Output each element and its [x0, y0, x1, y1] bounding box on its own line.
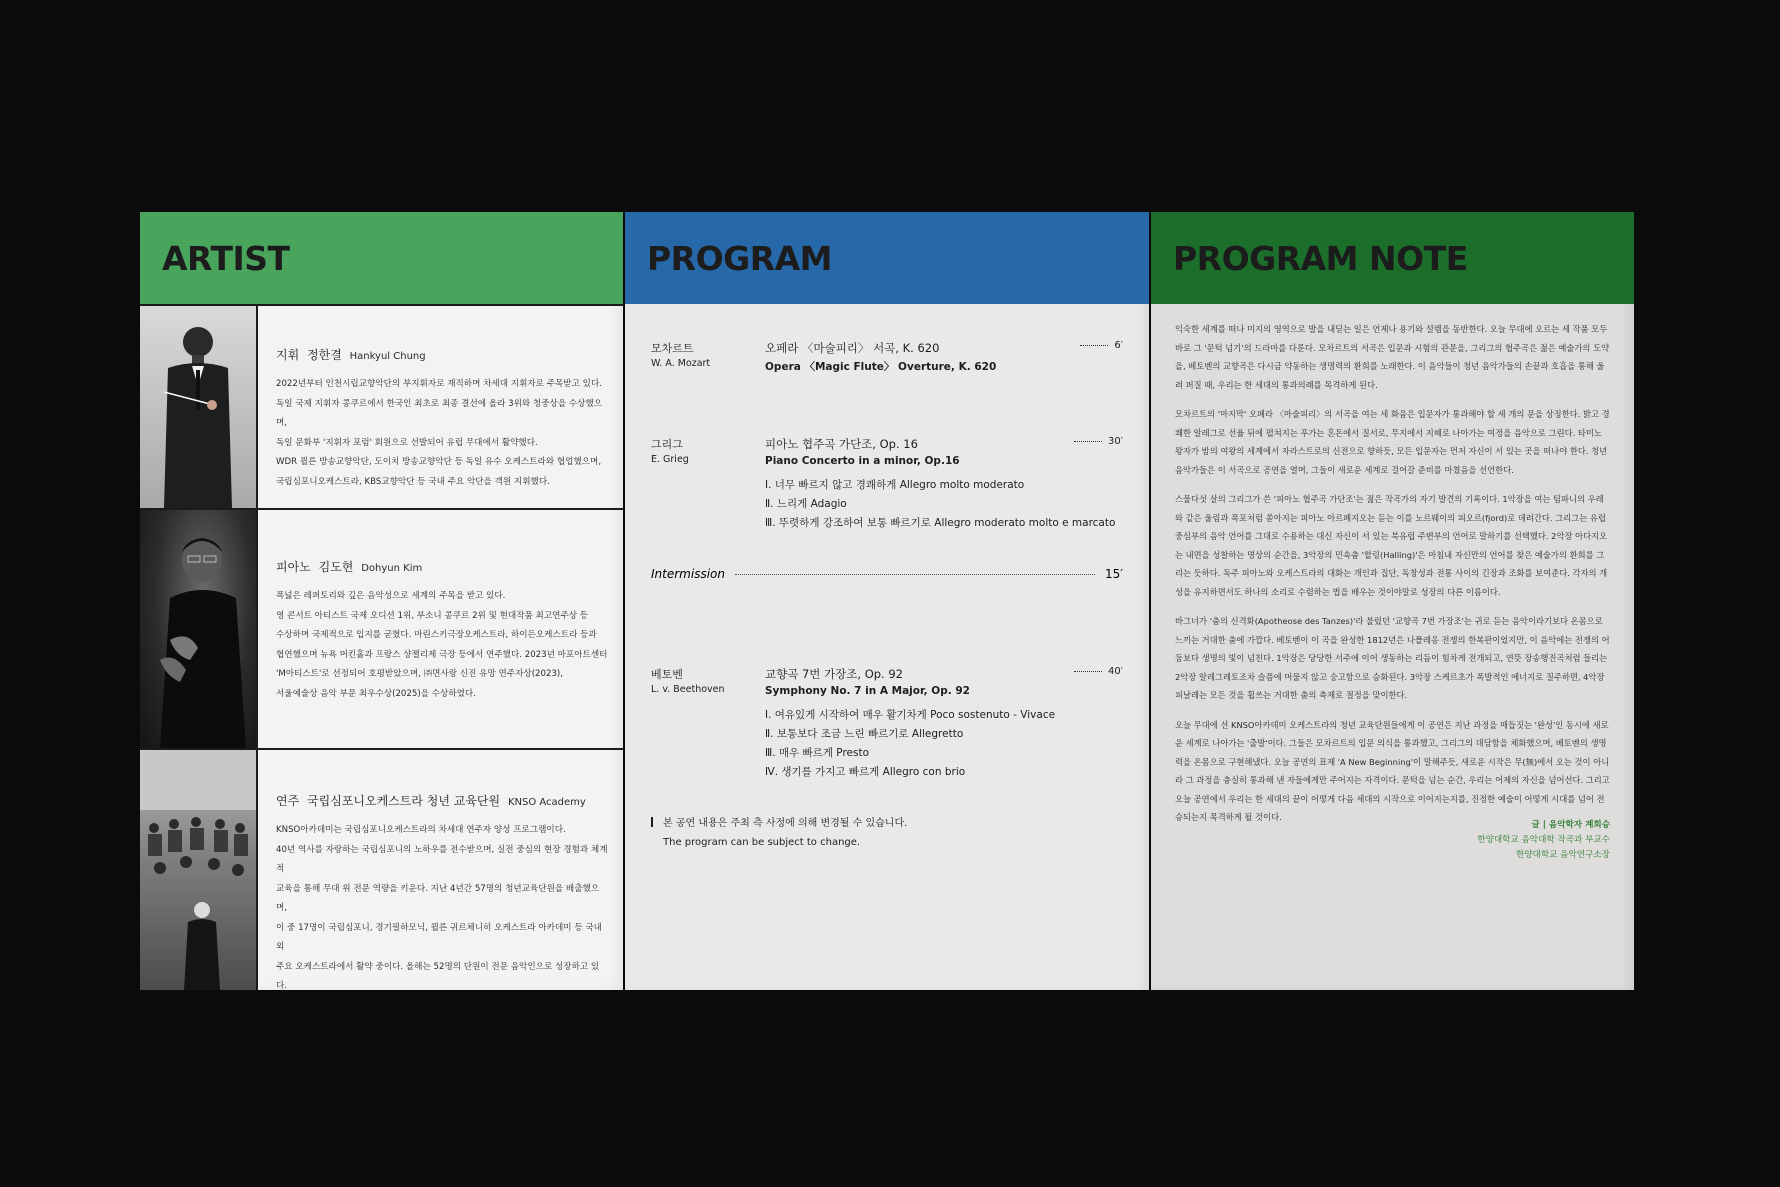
artist-conductor	[140, 304, 623, 508]
program-note-body	[1175, 320, 1610, 838]
intermission-duration: 15′	[1105, 567, 1123, 581]
movement: Ⅰ. 여유있게 시작하여 매우 활기차게 Poco sostenuto - Vivace	[765, 709, 1056, 721]
duration: 40′	[1074, 666, 1123, 677]
program-note-panel	[1151, 212, 1634, 990]
program-note-title: PROGRAM NOTE	[1173, 238, 1468, 278]
work-title-en: Symphony No. 7 in A Major, Op. 92	[765, 685, 970, 697]
composer-name: 베토벤	[651, 668, 683, 681]
composer-name-en: E. Grieg	[651, 454, 689, 465]
conductor-figure-icon	[140, 306, 256, 508]
artist-title: ARTIST	[162, 238, 290, 278]
note-paragraph: 익숙한 세계를 떠나 미지의 영역으로 발을 내딛는 일은 언제나 용기와 설렘을 동반한다. 오늘 무대에 오르는 세 작품 모두 바로 그 '문턱 넘기'의 드라마를 다룬다. 모차르트의 서곡은 입문과 시험의 관문을, 그리그의 협주곡은 젊은 예술가의 도약을, 베토벤의 교향곡은 다시금 약동하는 생명력의 환희를 노래한다. 이 음악들이 청년 음악가들의 손끝과 호흡을 통해 울려 퍼질 때, 우리는 한 세대의 통과의례를 목격하게 된다.	[1175, 324, 1610, 390]
artist-pianist	[140, 508, 623, 748]
notice-bar-icon	[651, 817, 653, 827]
duration: 6′	[1080, 340, 1123, 351]
artist-panel	[140, 212, 623, 990]
conductor-info	[276, 346, 609, 492]
movement: Ⅲ. 매우 빠르게 Presto	[765, 747, 870, 759]
program-notice: 본 공연 내용은 주최 측 사정에 의해 변경될 수 있습니다. The program can be subject to change.	[651, 814, 907, 852]
movement-list	[765, 476, 1115, 533]
work-title: 오페라 〈마술피리〉 서곡, K. 620	[765, 341, 940, 355]
pianist-figure-icon	[140, 510, 256, 748]
movement-list	[765, 706, 1055, 782]
note-paragraph: 스물다섯 살의 그리그가 쓴 '피아노 협주곡 가단조'는 젊은 작곡가의 자기 발견의 기록이다. 1악장을 여는 팀파니의 우레와 같은 울림과 폭포처럼 쏟아지는 피아노 아르페지오는 듣는 이를 노르웨이의 피오르(fjord)로 데려간다. 그리그는 유럽 중심부의 음악 언어를 그대로 수용하는 대신 자신이 서 있는 북유럽 주변부의 언어로 말하기를 선택했다. 2악장 아다지오는 내면을 성찰하는 명상의 순간을, 3악장의 민속춤 '할링(Halling)'은 마침내 자신만의 언어를 찾은 예술가의 환희를 그리는 듯하다. 독주 피아노와 오케스트라의 대화는 개인과 집단, 독창성과 전통 사이의 긴장과 조화를 보여준다. 각자의 개성을 유지하면서도 하나의 소리로 수렴하는 법을 배우는 것이야말로 성장의 다른 이름이다.	[1175, 494, 1608, 597]
work-title-en: Piano Concerto in a minor, Op.16	[765, 455, 960, 467]
work-title-en: Opera 〈Magic Flute〉 Overture, K. 620	[765, 361, 997, 373]
intermission-label: Intermission	[651, 567, 725, 581]
movement: Ⅳ. 생기를 가지고 빠르게 Allegro con brio	[765, 766, 966, 778]
note-paragraph: 오늘 무대에 선 KNSO아카데미 오케스트라의 청년 교육단원들에게 이 공연은 지난 과정을 매듭짓는 '완성'인 동시에 새로운 세계로 나아가는 '출발'이다. 그들은 모차르트의 입문 의식을 통과했고, 그리그의 대담함을 체화했으며, 베토벤의 생명력을 온몸으로 구현해냈다. 오늘 공연의 표제 'A New Beginning'이 말해주듯, 새로운 시작은 무(無)에서 오는 것이 아니라 그 과정을 충실히 통과해 낸 자들에게만 주어지는 자격이다. 문턱을 넘는 순간, 우리는 어제의 자신을 넘어선다. 그리고 오늘 공연에서 우리는 한 세대의 끝이 어떻게 다음 세대의 시작으로 이어지는지를, 진정한 예술이 어떻게 시대를 넘어 전승되는지 목격하게 될 것이다.	[1175, 719, 1610, 822]
pianist-name: 피아노 김도현 Dohyun Kim	[276, 560, 423, 574]
duration: 30′	[1074, 436, 1123, 447]
orchestra-info	[276, 792, 609, 990]
orchestra-figure-icon	[140, 750, 256, 990]
movement: Ⅰ. 너무 빠르지 않고 경쾌하게 Allegro molto moderato	[765, 479, 1025, 491]
program-header	[625, 212, 1149, 304]
conductor-bio: 2022년부터 인천시립교향악단의 부지휘자로 재직하며 차세대 지휘자로 주목받고 있다. 독일 국제 지휘자 콩쿠르에서 한국인 최초로 최종 결선에 올라 3위와 청중상을 수상했으며, 독일 문화부 '지휘자 포럼' 회원으로 선발되어 유럽 무대에서 활약했다. WDR 쾰른 방송교향악단, 도이치 방송교향악단 등 독일 유수 오케스트라와 협업했으며, 국립심포니오케스트라, KBS교향악단 등 국내 주요 악단을 객원 지휘했다.	[276, 379, 603, 487]
movement: Ⅱ. 느리게 Adagio	[765, 498, 847, 510]
composer-name-en: L. v. Beethoven	[651, 684, 725, 695]
movement: Ⅲ. 뚜렷하게 강조하여 보통 빠르기로 Allegro moderato molto e marcato	[765, 517, 1116, 529]
pianist-photo	[140, 510, 258, 748]
program-note-header	[1151, 212, 1634, 304]
movement: Ⅱ. 보통보다 조금 느린 빠르기로 Allegretto	[765, 728, 964, 740]
pianist-bio: 폭넓은 레퍼토리와 깊은 음악성으로 세계의 주목을 받고 있다. 영 콘서트 아티스트 국제 오디션 1위, 부소니 콩쿠르 2위 및 현대작품 최고연주상 등 수상하며 국제적으로 입지를 굳혔다. 마린스키극장오케스트라, 하이든오케스트라 등과 협연했으며 뉴욕 머킨홀과 프랑스 샹젤리제 극장 등에서 연주했다. 2023년 마포아트센터 'M아티스트'로 선정되어 호평받았으며, ㈜면사랑 신진 유망 연주자상(2023), 서울예술상 음악 부문 최우수상(2025)을 수상하였다.	[276, 591, 608, 699]
program-title: PROGRAM	[647, 238, 833, 278]
orchestra-bio: KNSO아카데미는 국립심포니오케스트라의 차세대 연주자 양성 프로그램이다. 40년 역사를 자랑하는 국립심포니의 노하우를 전수받으며, 실전 중심의 현장 경험과 체계적 교육을 통해 무대 위 전문 역량을 키운다. 지난 4년간 57명의 청년교육단원을 배출했으며, 이 중 17명이 국립심포니, 경기필하모닉, 쾰른 귀르체니히 오케스트라 아카데미 등 국내외 주요 오케스트라에서 활약 중이다. 올해는 52명의 단원이 전문 음악인으로 성장하고 있다.	[276, 825, 608, 990]
note-paragraph: 모차르트의 '마지막' 오페라 〈마술피리〉의 서곡을 여는 세 화음은 입문자가 통과해야 할 세 개의 문을 상징한다. 밝고 경쾌한 알레그로 선율 뒤에 펼쳐지는 푸가는 혼돈에서 질서로, 무지에서 지혜로 나아가는 여정을 음악으로 그린다. 타미노 왕자가 밤의 여왕의 세계에서 자라스트로의 신전으로 향하듯, 모든 입문자는 먼저 자신이 서 있는 곳을 떠나야 한다. 청년 음악가들은 이 서곡으로 공연을 열며, 그들이 새로운 세계로 걸어갈 준비를 마쳤음을 선언한다.	[1175, 409, 1610, 475]
conductor-name: 지휘 정한결 Hankyul Chung	[276, 348, 426, 362]
composer-name: 그리그	[651, 438, 683, 451]
orchestra-name: 연주 국립심포니오케스트라 청년 교육단원 KNSO Academy	[276, 794, 586, 808]
intermission	[651, 567, 1123, 581]
note-credit: 글 | 음악학자 계희승 한양대학교 음악대학 작곡과 부교수 한양대학교 음악연구소장	[1477, 820, 1610, 860]
note-paragraph: 바그너가 '춤의 신격화(Apotheose des Tanzes)'라 불렀던 '교향곡 7번 가장조'는 귀로 듣는 음악이라기보다 온몸으로 느끼는 거대한 춤에 가깝다. 베토벤이 이 곡을 완성한 1812년은 나폴레옹 전쟁의 한복판이었지만, 이 음악에는 전쟁의 어둠보다 생명의 빛이 넘친다. 1악장은 당당한 서주에 이어 생동하는 리듬이 힘차게 전개되고, 연뜻 장송행진곡처럼 들리는 2악장 알레그레토조차 슬픔에 머물지 않고 숭고함으로 승화된다. 3악장 스케르초가 폭발적인 에너지로 질주하면, 4악장 피날레는 모든 것을 휩쓰는 거대한 춤의 축제로 절정을 맞이한다.	[1175, 616, 1610, 700]
work-title: 피아노 협주곡 가단조, Op. 16	[765, 437, 918, 451]
orchestra-photo	[140, 750, 258, 990]
conductor-photo	[140, 306, 258, 508]
composer-name-en: W. A. Mozart	[651, 358, 711, 369]
artist-header	[140, 212, 623, 304]
artist-orchestra	[140, 748, 623, 990]
program-panel	[625, 212, 1149, 990]
concert-brochure	[140, 212, 1634, 990]
pianist-info	[276, 558, 609, 704]
composer-name: 모차르트	[651, 342, 694, 355]
work-title: 교향곡 7번 가장조, Op. 92	[765, 667, 903, 681]
